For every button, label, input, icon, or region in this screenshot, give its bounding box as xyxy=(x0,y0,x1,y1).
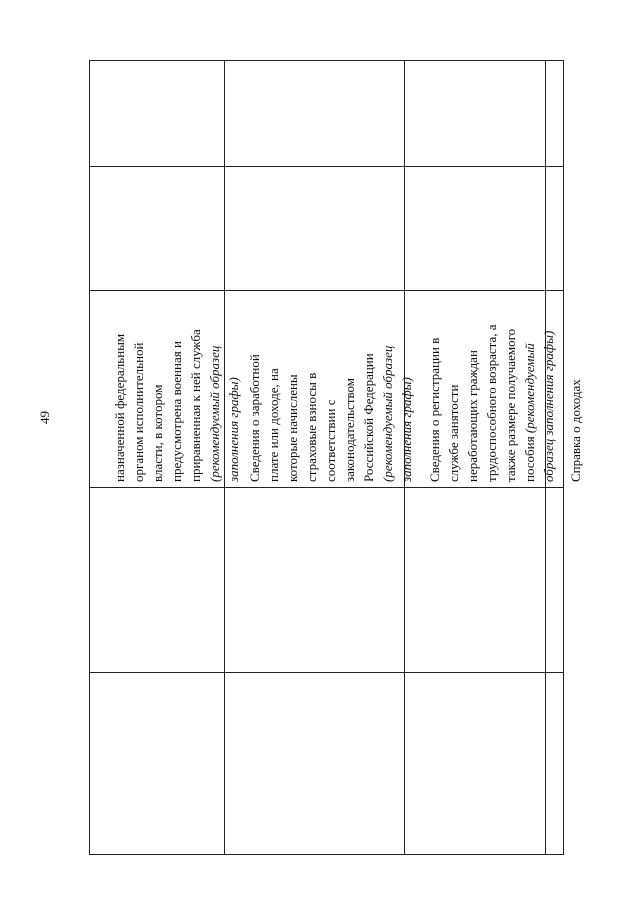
column-divider xyxy=(89,166,563,167)
column-divider xyxy=(89,290,563,291)
cell-note: (рекомендуемый образец заполнения графы) xyxy=(207,345,241,482)
cell-main-text: Сведения о регистрации в службе занятости неработающих граждан трудоспособного возраста, а также размере получаемого пособия xyxy=(427,324,537,482)
column-divider xyxy=(89,487,563,488)
cell-income-certificate xyxy=(547,294,585,482)
cell-note: (рекомендуемый образец заполнения графы) xyxy=(380,345,414,482)
cell-salary-info xyxy=(226,294,416,482)
cell-main-text: Сведения о заработной плате или доходе, на которые начислены страховые взносы в соответствии с законодательством Российской Федерации xyxy=(247,353,376,482)
table-border-top xyxy=(89,60,563,61)
table-border-left xyxy=(89,60,90,855)
column-divider xyxy=(89,672,563,673)
table-border-bottom xyxy=(89,854,563,855)
cell-employment-registration-info xyxy=(406,294,558,482)
page-number: 49 xyxy=(37,411,52,424)
cell-military-service-info xyxy=(91,294,243,482)
cell-main-text: Справка о доходах xyxy=(568,379,583,482)
document-table xyxy=(89,60,583,855)
cell-note: (рекомендуемый образец заполнения графы) xyxy=(522,330,556,482)
cell-main-text: назначенной федеральным органом исполнительной власти, в котором предусмотрена военная и приравненная к ней служба xyxy=(112,329,203,482)
